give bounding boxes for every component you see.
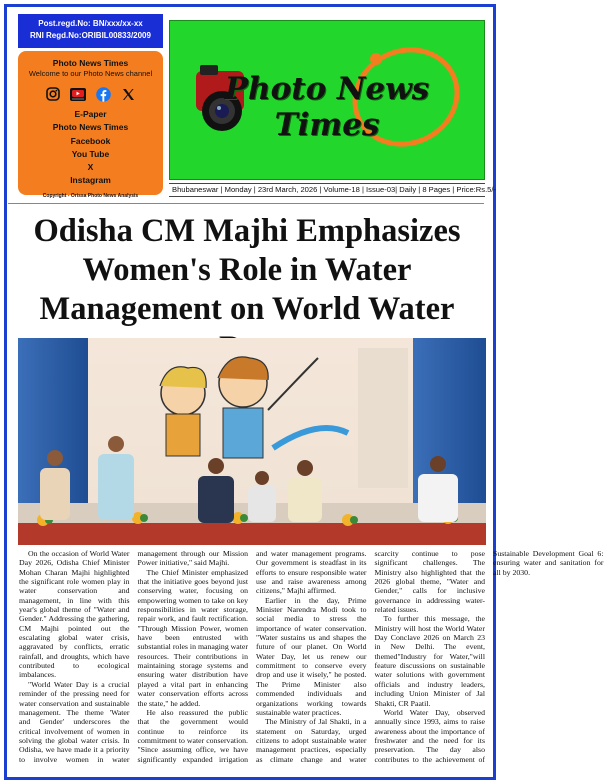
link-facebook[interactable]: Facebook (70, 135, 111, 146)
article-paragraph: On the occasion of World Water Day 2026, Odisha Chief Minister Mohan Charan Majhi highlighted the significant role women play in water conservation and management, in line with this year's global theme of "Water and Gender." Addressing the gathering, CM Majhi pointed out the escalating global water crisis, aggravated by conflicts, erratic rainfall, and droughts, which have contributed to ecological imbalances. (19, 549, 130, 680)
headline-line-2: Women's Role in Water (82, 252, 412, 288)
link-youtube[interactable]: You Tube (71, 148, 110, 159)
instagram-icon[interactable] (45, 86, 61, 102)
article-paragraph: He also reassured the public that the government would continue to reinforce its commitment to water conservation. "Since assuming office, we have significantly expanded irrigation and water management programs. Our government is steadfast in its efforts to ensure responsible water use and raise awareness among citizens," Majhi affirmed. (137, 549, 367, 764)
promo-links (18, 108, 163, 188)
youtube-icon[interactable] (70, 86, 86, 102)
article-paragraph: Earlier in the day, Prime Minister Narendra Modi took to social media to stress the importance of water conservation. "Water sustains us and shapes the future of our planet. On World Water Day, let us renew our commitment to conserve every drop and use it wisely," he posted. The Prime Minister also commended individuals and organizations working towards sustainable water practices. (256, 595, 367, 717)
article-paragraph: To further this message, the Ministry will host the World Water Day Conclave 2026 on March 23 in New Delhi. The event, themed"Industry for Water,"will feature discussions on sustainable water solutions with government officials and industry leaders, including Union Minister of Jal Shakti, CR Paatil. (374, 614, 485, 708)
masthead-title: Photo News Times (224, 71, 430, 143)
headline-line-1: Odisha CM Majhi Emphasizes (33, 213, 461, 249)
post-regd-number: Post.regd.No: BN/xxx/xx-xx (38, 19, 143, 28)
top-rule (8, 203, 484, 204)
event-photo (18, 338, 486, 545)
promo-copyright: Copyright - Orissa Photo News Analysis (42, 192, 139, 199)
link-photo-news-times[interactable]: Photo News Times (52, 122, 129, 133)
article-paragraph: The Chief Minister emphasized that the initiative goes beyond just conserving water, focusing on empowering women to take on key responsibilities in water storage, repair work, and fault rectification. "Through Mission Power, women have been entrusted with substantial roles in managing water resources. Their contributions in maintaining storage systems and ensuring water distribution have played a vital part in enhancing water conservation efforts across the state," he added. (137, 567, 248, 708)
social-icons (18, 86, 163, 102)
promo-welcome: Welcome to our Photo News channel (28, 69, 153, 78)
facebook-icon[interactable] (95, 86, 111, 102)
headline-line-3: Management on World Water (39, 291, 455, 327)
link-epaper[interactable]: E-Paper (74, 109, 107, 119)
masthead (169, 20, 485, 180)
promo-panel (18, 51, 163, 199)
rni-regd-number: RNI Regd.No:ORIBIL00833/2009 (30, 31, 151, 40)
article-paragraph: World Water Day, observed annually since 1993, aims to raise awareness about the importance of freshwater and the need for its preservation. The day also contributes to the achievement of Sustainable Development Goal 6: ensuring water and sanitation for all by 2030. (374, 549, 604, 764)
dateline: Bhubaneswar | Monday | 23rd March, 2026 | Volume-18 | Issue-03| Daily | 8 Pages | Price:Rs.5/- (169, 183, 485, 197)
article-body (19, 549, 604, 771)
registration-box (18, 14, 163, 48)
article-paragraph: The Ministry of Jal Shakti, in a statement on Saturday, urged citizens to adopt sustainable water management practices, especially as climate change and water scarcity continue to pose significant challenges. The Ministry also highlighted that the 2026 global theme, "Water and Gender," calls for inclusive governance in addressing water-related issues. (256, 549, 485, 764)
article-paragraph: "World Water Day is a crucial reminder of the pressing need for water conservation and sustainable management. The theme 'Water and Gender' underscores the critical involvement of women in solving the global water crisis. In Odisha, we have made it a priority to involve women in water management through our Mission Power initiative," said Majhi. (19, 549, 248, 764)
link-x[interactable]: X (87, 162, 94, 173)
x-icon[interactable] (120, 86, 136, 102)
promo-title: Photo News Times (52, 58, 129, 68)
link-instagram[interactable]: Instagram (70, 175, 111, 186)
